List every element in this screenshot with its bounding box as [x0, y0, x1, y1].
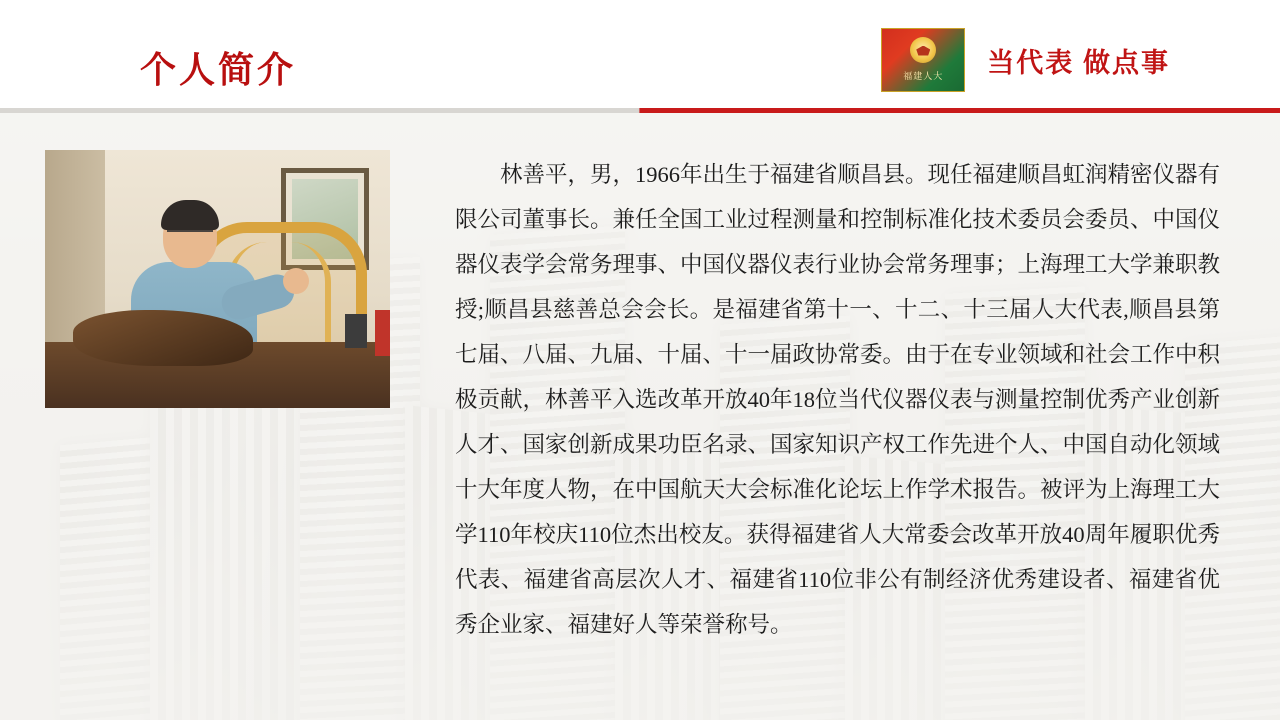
biography-paragraph: 林善平，男，1966年出生于福建省顺昌县。现任福建顺昌虹润精密仪器有限公司董事长。兼任全国工业过程测量和控制标准化技术委员会委员、中国仪器仪表学会常务理事、中国仪器仪表行业协会常务理事；上海理工大学兼职教授;顺昌县慈善总会会长。是福建省第十一、十二、十三届人大代表,顺昌县第七届、八届、九届、十届、十一届政协常委。由于在专业领域和社会工作中积极贡献，林善平入选改革开放40年18位当代仪器仪表与测量控制优秀产业创新人才、国家创新成果功臣名录、国家知识产权工作先进个人、中国自动化领域十大年度人物，在中国航天大会标准化论坛上作学术报告。被评为上海理工大学110年校庆110位杰出校友。获得福建省人大常委会改革开放40周年履职优秀代表、福建省高层次人才、福建省110位非公有制经济优秀建设者、福建省优秀企业家、福建好人等荣誉称号。: [455, 162, 1221, 637]
header-divider: [0, 108, 1280, 113]
brand-block: [881, 28, 1170, 92]
photo-red-object: [375, 310, 390, 356]
brand-slogan: 当代表 做点事: [987, 47, 1170, 78]
portrait-photo: [45, 150, 390, 408]
national-emblem-icon: [910, 37, 936, 63]
photo-person-hand: [283, 268, 309, 294]
photo-person-glasses: [167, 230, 213, 244]
photo-cup: [345, 314, 367, 348]
page-title: 个人简介: [140, 50, 297, 90]
slide-header: [0, 0, 1280, 110]
logo-ribbon-text: 福建人大: [903, 71, 944, 81]
biography-text-block: [455, 152, 1220, 647]
emblem-logo-icon: [881, 28, 965, 92]
